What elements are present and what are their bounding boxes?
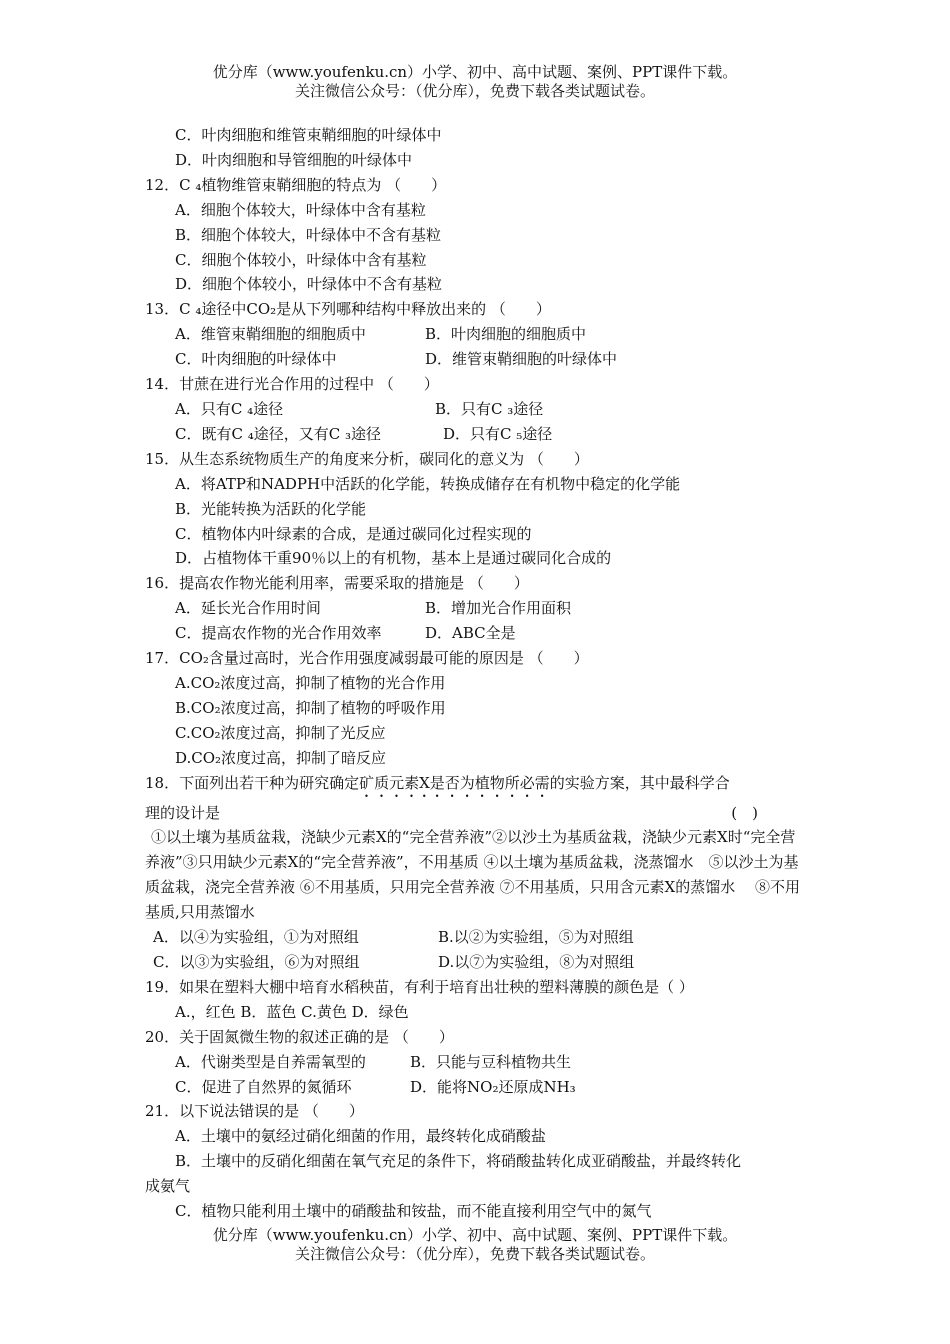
q11-option-c: C．叶肉细胞和维管束鞘细胞的叶绿体中 [175,126,442,144]
q16-option-d: D．ABC全是 [425,624,516,643]
q15-option-a: A．将ATP和NADPH中活跃的化学能，转换成储存在有机物中稳定的化学能 [175,474,681,493]
q12-option-c: C．细胞个体较小，叶绿体中含有基粒 [175,250,427,269]
q20-options-ab [145,1050,810,1075]
q14-stem: 14．甘蔗在进行光合作用的过程中 （ ） [145,375,439,394]
q18-stem-post: 的实验方案，其中最科学合 [549,773,730,792]
q17-option-c: C.CO₂浓度过高，抑制了光反应 [175,723,386,742]
q18-answer-paren: ( ) [731,803,758,822]
q15-option-d: D．占植物体干重90％以上的有机物，基本上是通过碳同化合成的 [175,549,612,568]
q16-option-b: B．增加光合作用面积 [425,599,572,618]
q20-options-cd [145,1075,810,1100]
q14-option-a: A．只有C ₄途径 [175,399,284,418]
q18-stem-line2 [145,801,810,826]
q17-stem: 17．CO₂含量过高时，光合作用强度减弱最可能的原因是 （ ） [145,649,589,668]
q14-option-c: C．既有C ₄途径，又有C ₃途径 [175,424,381,443]
footer-line-2: 关注微信公众号：（优分库），免费下载各类试题试卷。 [294,1245,655,1263]
q20-option-a: A．代谢类型是自养需氧型的 [175,1052,366,1071]
q19-options: A.，红色 B．蓝色 C.黄色 D．绿色 [175,1002,409,1021]
q16-options-ab [145,596,810,621]
q13-option-b: B．叶肉细胞的细胞质中 [425,325,587,344]
page-header [0,63,950,101]
q21-option-a: A．土壤中的氨经过硝化细菌的作用，最终转化成硝酸盐 [175,1127,546,1146]
q15-option-b: B．光能转换为活跃的化学能 [175,499,367,518]
q18-body: ①以土壤为基质盆栽，浇缺少元素X的“完全营养液”②以沙土为基质盆栽，浇缺少元素X时“完全营养液”③只用缺少元素X的“完全营养液”，不用基质 ④以土壤为基质盆栽，浇蒸馏水 ⑤以沙土为基质盆栽，浇完全营养液 ⑥不用基质，只用完全营养液 ⑦不用基质，只用含元素X的蒸馏水 ⑧不用基质,只用蒸馏水 [145,828,800,922]
q21-stem: 21．以下说法错误的是 （ ） [145,1102,364,1121]
q15-stem: 15．从生态系统物质生产的角度来分析，碳同化的意义为 （ ） [145,449,589,468]
q13-option-c: C．叶肉细胞的叶绿体中 [175,350,337,369]
q20-stem: 20．关于固氮微生物的叙述正确的是 （ ） [145,1027,454,1046]
q18-options-cd [145,950,810,975]
q12-stem: 12．C ₄植物维管束鞘细胞的特点为 （ ） [145,175,447,194]
q21-option-c: C．植物只能利用土壤中的硝酸盐和铵盐，而不能直接利用空气中的氮气 [175,1202,652,1221]
q18-options-ab [145,925,810,950]
q13-options-cd [145,347,810,372]
q13-option-a: A．维管束鞘细胞的细胞质中 [175,325,366,344]
q18-stem-line1 [145,771,810,801]
question-list [145,123,810,1224]
q19-stem: 19．如果在塑料大棚中培育水稻秧苗，有利于培育出壮秧的塑料薄膜的颜色是（ ） [145,977,694,996]
q18-option-d: D.以⑦为实验组，⑧为对照组 [438,953,635,971]
header-line-1: 优分库（www.youfenku.cn）小学、初中、高中试题、案例、PPT课件下载。 [212,63,738,81]
q13-options-ab [145,322,810,347]
q21-option-b-line1: B．土壤中的反硝化细菌在氧气充足的条件下，将硝酸盐转化成亚硝酸盐，并最终转化 [175,1152,742,1171]
q17-option-b: B.CO₂浓度过高，抑制了植物的呼吸作用 [175,698,446,717]
q20-option-d: D．能将NO₂还原成NH₃ [410,1077,576,1096]
q12-option-a: A．细胞个体较大，叶绿体中含有基粒 [175,200,426,219]
q17-option-d: D.CO₂浓度过高，抑制了暗反应 [175,748,387,767]
q17-option-a: A.CO₂浓度过高，抑制了植物的光合作用 [175,673,446,692]
q18-stem-emphasis: 矿质元素X是否为植物所必需 [359,773,550,792]
q16-stem: 16．提高农作物光能利用率，需要采取的措施是 （ ） [145,574,529,593]
q12-option-b: B．细胞个体较大，叶绿体中不含有基粒 [175,225,442,244]
q20-option-c: C．促进了自然界的氮循环 [175,1077,352,1096]
header-line-2: 关注微信公众号：（优分库），免费下载各类试题试卷。 [294,82,655,100]
q16-option-a: A．延长光合作用时间 [175,599,321,618]
q18-option-b: B.以②为实验组，⑤为对照组 [438,928,634,947]
q12-option-d: D．细胞个体较小，叶绿体中不含有基粒 [175,275,443,294]
q11-option-d: D．叶肉细胞和导管细胞的叶绿体中 [175,150,413,169]
q15-option-c: C．植物体内叶绿素的合成，是通过碳同化过程实现的 [175,524,532,543]
q14-options-ab [145,397,810,422]
q14-options-cd [145,422,810,447]
q13-option-d: D．维管束鞘细胞的叶绿体中 [425,350,618,369]
q20-option-b: B．只能与豆科植物共生 [410,1052,572,1071]
q16-option-c: C．提高农作物的光合作用效率 [175,624,382,643]
page-footer [0,1226,950,1264]
q14-option-d: D．只有C ₅途径 [443,424,553,443]
q18-option-c: C．以③为实验组，⑥为对照组 [153,953,360,971]
q14-option-b: B．只有C ₃途径 [435,399,544,418]
q18-stem-pre: 18．下面列出若干种为研究确定 [145,773,360,792]
q13-stem: 13．C ₄途径中CO₂是从下列哪种结构中释放出来的 （ ） [145,300,551,319]
q18-stem-end: 理的设计是 [145,803,221,822]
q21-option-b-line2: 成氨气 [145,1177,191,1196]
q18-option-a: A．以④为实验组，①为对照组 [153,928,359,947]
footer-line-1: 优分库（www.youfenku.cn）小学、初中、高中试题、案例、PPT课件下载。 [212,1226,738,1244]
q16-options-cd [145,621,810,646]
